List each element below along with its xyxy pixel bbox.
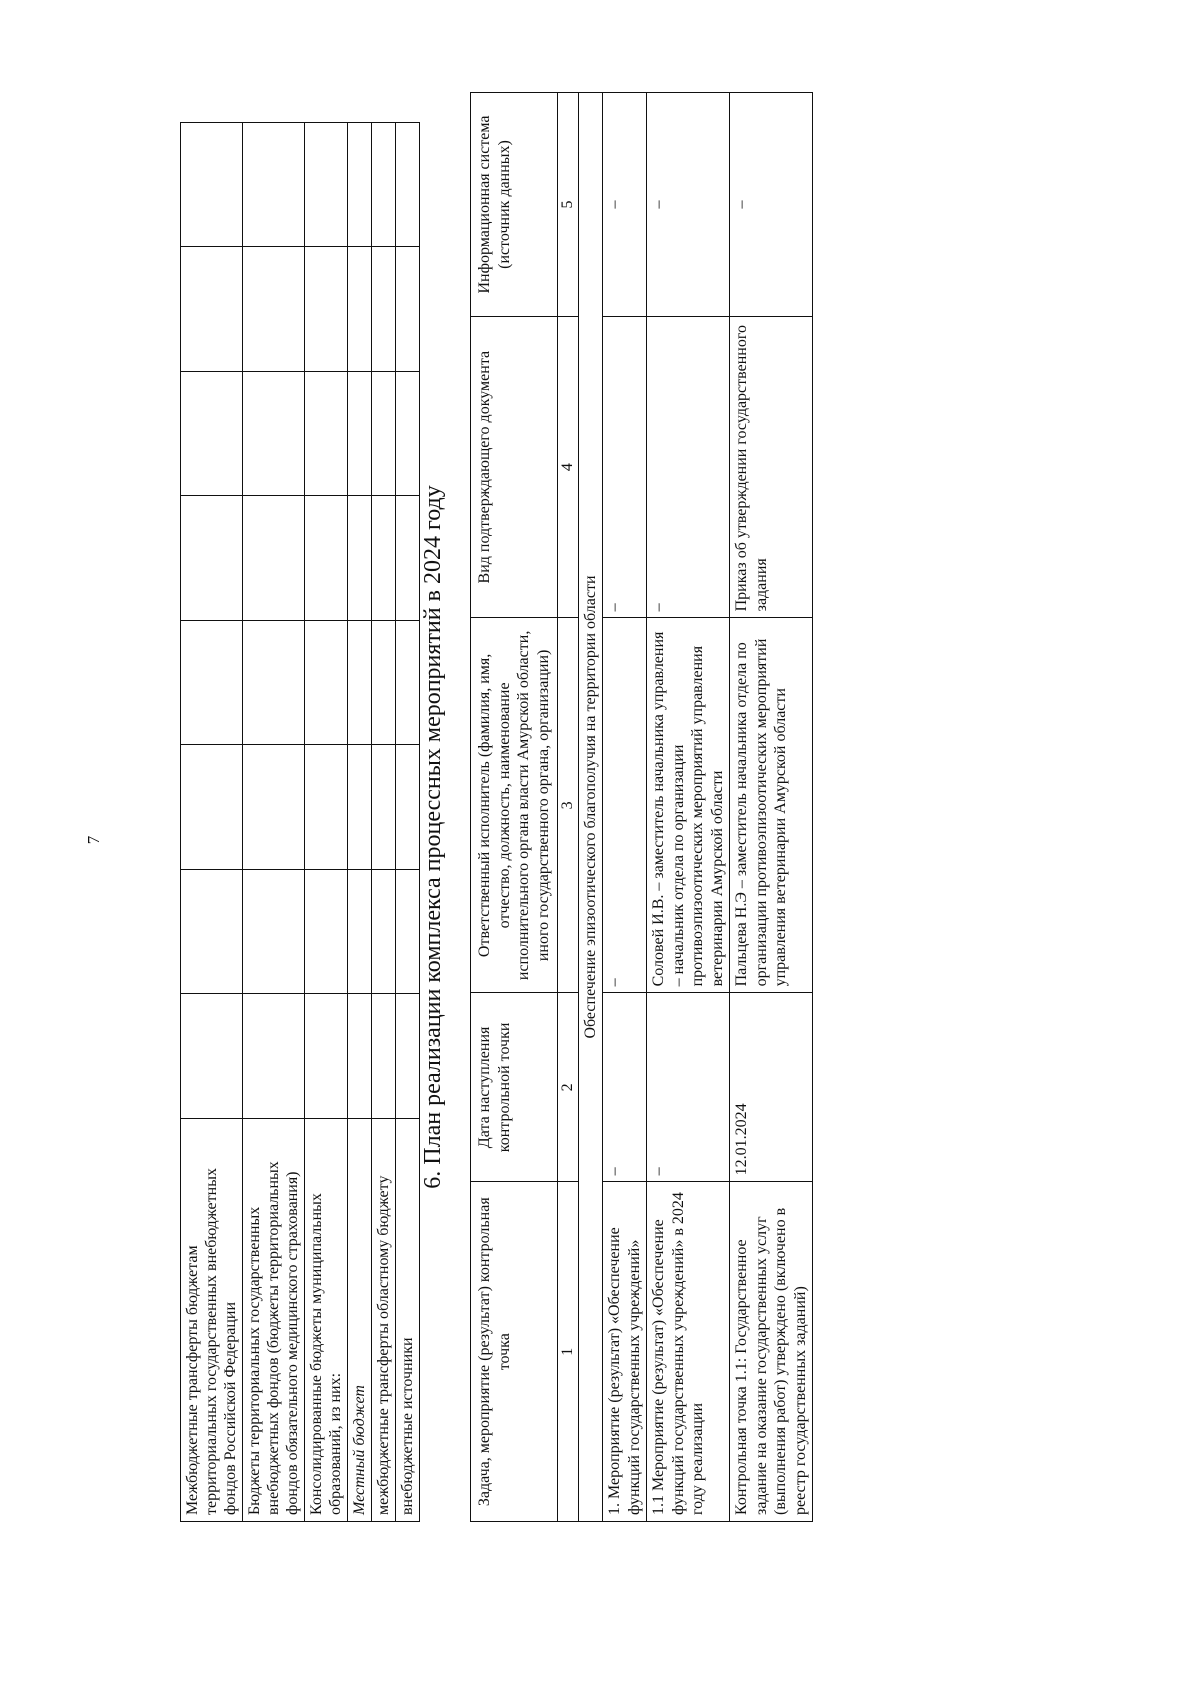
executor-cell: Соловей И.В. – заместитель начальника управления – начальник отдела по организации противоэпизоотических мероприятий управления ветеринарии Амурской области	[647, 618, 730, 993]
value-cell	[372, 123, 396, 248]
value-cell	[181, 247, 243, 372]
task-cell: 1.1 Мероприятие (результат) «Обеспечение функций государственных учреждений» в 2024 году реализации	[647, 1182, 730, 1522]
row-label: внебюджетные источники	[396, 1119, 420, 1522]
budget-sources-table	[180, 122, 420, 1522]
value-cell	[396, 870, 420, 995]
header-date: Дата наступления контрольной точки	[471, 993, 558, 1182]
value-cell	[396, 123, 420, 248]
table-row	[730, 93, 813, 1522]
value-cell	[348, 994, 372, 1119]
value-cell	[372, 745, 396, 870]
document-cell: Приказ об утверждении государственного задания	[730, 316, 813, 617]
plan-table	[470, 92, 813, 1522]
column-number: 3	[558, 618, 579, 993]
value-cell	[396, 496, 420, 621]
row-label: межбюджетные трансферты областному бюджету	[372, 1119, 396, 1522]
row-label: Местный бюджет	[348, 1119, 372, 1522]
value-cell	[243, 496, 305, 621]
row-label: Бюджеты территориальных государственных внебюджетных фондов (бюджеты территориальных фондов обязательного медицинского страхования)	[243, 1119, 305, 1522]
value-cell	[243, 247, 305, 372]
value-cell	[243, 123, 305, 248]
date-cell: –	[647, 993, 730, 1182]
value-cell	[372, 870, 396, 995]
header-row	[471, 93, 558, 1522]
value-cell	[372, 621, 396, 746]
row-label: Консолидированные бюджеты муниципальных образований, из них:	[305, 1119, 348, 1522]
value-cell	[305, 621, 348, 746]
value-cell	[396, 994, 420, 1119]
system-cell: –	[730, 93, 813, 317]
task-cell: Контрольная точка 1.1: Государственное задание на оказание государственных услуг (выполнения работ) утверждено (включено в реестр государственных заданий)	[730, 1182, 813, 1522]
table-row	[603, 93, 647, 1522]
value-cell	[181, 372, 243, 497]
value-cell	[372, 247, 396, 372]
value-cell	[305, 870, 348, 995]
value-cell	[372, 994, 396, 1119]
column-number: 5	[558, 93, 579, 317]
header-executor: Ответственный исполнитель (фамилия, имя, отчество, должность, наименование исполнительного органа власти Амурской области, иного государственного органа, организации)	[471, 618, 558, 993]
task-cell: 1. Мероприятие (результат) «Обеспечение функций государственных учреждений»	[603, 1182, 647, 1522]
value-cell	[396, 745, 420, 870]
value-cell	[305, 123, 348, 248]
value-cell	[181, 123, 243, 248]
document-cell: –	[603, 316, 647, 617]
value-cell	[348, 247, 372, 372]
column-number: 1	[558, 1182, 579, 1522]
section-title: 6. План реализации комплекса процессных мероприятий в 2024 году	[420, 485, 446, 1189]
document-cell: –	[647, 316, 730, 617]
executor-cell: –	[603, 618, 647, 993]
section-heading: Обеспечение эпизоотического благополучия на территории области	[578, 93, 603, 1522]
value-cell	[243, 870, 305, 995]
table-row	[348, 123, 372, 1522]
value-cell	[348, 372, 372, 497]
header-task: Задача, мероприятие (результат) контрольная точка	[471, 1182, 558, 1522]
value-cell	[181, 870, 243, 995]
value-cell	[243, 994, 305, 1119]
value-cell	[305, 247, 348, 372]
value-cell	[348, 745, 372, 870]
table-row	[372, 123, 396, 1522]
column-number-row	[558, 93, 579, 1522]
value-cell	[348, 496, 372, 621]
value-cell	[305, 745, 348, 870]
value-cell	[348, 870, 372, 995]
date-cell: –	[603, 993, 647, 1182]
value-cell	[372, 496, 396, 621]
table-row	[243, 123, 305, 1522]
value-cell	[305, 372, 348, 497]
value-cell	[243, 372, 305, 497]
header-system: Информационная система (источник данных)	[471, 93, 558, 317]
value-cell	[181, 745, 243, 870]
system-cell: –	[647, 93, 730, 317]
section-row	[578, 93, 603, 1522]
value-cell	[348, 123, 372, 248]
value-cell	[372, 372, 396, 497]
table-row	[396, 123, 420, 1522]
value-cell	[396, 247, 420, 372]
value-cell	[348, 621, 372, 746]
column-number: 4	[558, 316, 579, 617]
table-row	[647, 93, 730, 1522]
value-cell	[305, 496, 348, 621]
rotated-content	[180, 82, 1060, 1592]
executor-cell: Пальцева Н.Э – заместитель начальника отдела по организации противоэпизоотических мероприятий управления ветеринарии Амурской области	[730, 618, 813, 993]
value-cell	[181, 994, 243, 1119]
value-cell	[305, 994, 348, 1119]
value-cell	[181, 496, 243, 621]
date-cell: 12.01.2024	[730, 993, 813, 1182]
value-cell	[243, 745, 305, 870]
value-cell	[181, 621, 243, 746]
page-number: 7	[84, 835, 103, 845]
row-label: Межбюджетные трансферты бюджетам территориальных государственных внебюджетных фондов Российской Федерации	[181, 1119, 243, 1522]
table-row	[305, 123, 348, 1522]
value-cell	[396, 372, 420, 497]
table-row	[181, 123, 243, 1522]
column-number: 2	[558, 993, 579, 1182]
header-document: Вид подтверждающего документа	[471, 316, 558, 617]
value-cell	[243, 621, 305, 746]
system-cell: –	[603, 93, 647, 317]
value-cell	[396, 621, 420, 746]
